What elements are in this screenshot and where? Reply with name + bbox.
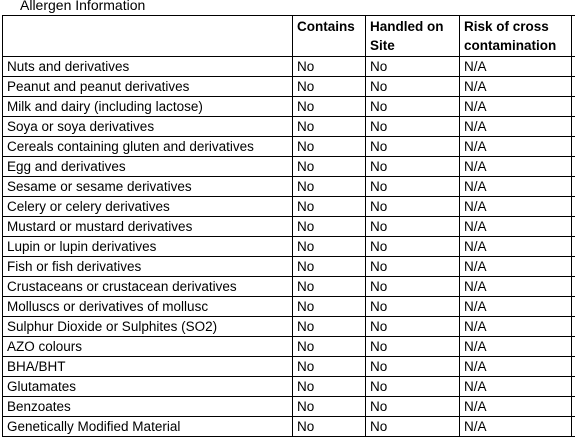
table-row: [3, 157, 575, 177]
risk-cell: N/A: [460, 237, 572, 257]
risk-cell: N/A: [460, 197, 572, 217]
allergen-name-cell: Crustaceans or crustacean derivatives: [3, 277, 293, 297]
handled-on-site-cell: No: [366, 337, 460, 357]
contains-cell: No: [293, 177, 366, 197]
handled-on-site-cell: No: [366, 317, 460, 337]
table-row: [3, 57, 575, 77]
handled-on-site-cell: No: [366, 297, 460, 317]
header-handled-on-site: Handled on Site: [366, 16, 460, 57]
allergen-name-cell: Fish or fish derivatives: [3, 257, 293, 277]
risk-cell: N/A: [460, 97, 572, 117]
allergen-name-cell: Sulphur Dioxide or Sulphites (SO2): [3, 317, 293, 337]
risk-cell: N/A: [460, 277, 572, 297]
allergen-name-cell: BHA/BHT: [3, 357, 293, 377]
contains-cell: No: [293, 317, 366, 337]
table-row: [3, 417, 575, 437]
handled-on-site-cell: No: [366, 197, 460, 217]
allergen-name-cell: AZO colours: [3, 337, 293, 357]
risk-cell: N/A: [460, 257, 572, 277]
table-row: [3, 97, 575, 117]
allergen-name-cell: Glutamates: [3, 377, 293, 397]
handled-on-site-cell: No: [366, 177, 460, 197]
handled-on-site-cell: No: [366, 137, 460, 157]
handled-on-site-cell: No: [366, 237, 460, 257]
allergen-name-cell: Molluscs or derivatives of mollusc: [3, 297, 293, 317]
handled-on-site-cell: No: [366, 157, 460, 177]
allergen-name-cell: Peanut and peanut derivatives: [3, 77, 293, 97]
allergen-name-cell: Cereals containing gluten and derivatives: [3, 137, 293, 157]
table-header-row: [3, 16, 575, 57]
table-row: [3, 237, 575, 257]
extra-column-cell: [572, 137, 575, 157]
table-row: [3, 177, 575, 197]
extra-column-cell: [572, 77, 575, 97]
table-row: [3, 137, 575, 157]
risk-cell: N/A: [460, 117, 572, 137]
risk-cell: N/A: [460, 177, 572, 197]
table-row: [3, 257, 575, 277]
allergen-name-cell: Sesame or sesame derivatives: [3, 177, 293, 197]
extra-column-cell: [572, 217, 575, 237]
contains-cell: No: [293, 57, 366, 77]
risk-cell: N/A: [460, 217, 572, 237]
handled-on-site-cell: No: [366, 57, 460, 77]
extra-column-cell: [572, 357, 575, 377]
handled-on-site-cell: No: [366, 357, 460, 377]
extra-column-cell: [572, 57, 575, 77]
extra-column-cell: [572, 237, 575, 257]
extra-column-cell: [572, 297, 575, 317]
contains-cell: No: [293, 357, 366, 377]
handled-on-site-cell: No: [366, 417, 460, 437]
handled-on-site-cell: No: [366, 77, 460, 97]
contains-cell: No: [293, 97, 366, 117]
contains-cell: No: [293, 397, 366, 417]
table-row: [3, 77, 575, 97]
contains-cell: No: [293, 257, 366, 277]
allergen-name-cell: Lupin or lupin derivatives: [3, 237, 293, 257]
extra-column-cell: [572, 317, 575, 337]
extra-column-cell: [572, 117, 575, 137]
risk-cell: N/A: [460, 337, 572, 357]
table-row: [3, 397, 575, 417]
allergen-name-cell: Milk and dairy (including lactose): [3, 97, 293, 117]
table-row: [3, 317, 575, 337]
handled-on-site-cell: No: [366, 97, 460, 117]
extra-column-cell: [572, 337, 575, 357]
contains-cell: No: [293, 417, 366, 437]
table-row: [3, 377, 575, 397]
contains-cell: No: [293, 137, 366, 157]
extra-column-cell: [572, 377, 575, 397]
allergen-name-cell: Egg and derivatives: [3, 157, 293, 177]
header-contains: Contains: [293, 16, 366, 57]
allergen-name-cell: Mustard or mustard derivatives: [3, 217, 293, 237]
allergen-name-cell: Celery or celery derivatives: [3, 197, 293, 217]
table-row: [3, 297, 575, 317]
allergen-name-cell: Nuts and derivatives: [3, 57, 293, 77]
page-title: Allergen Information: [20, 0, 146, 13]
handled-on-site-cell: No: [366, 397, 460, 417]
contains-cell: No: [293, 337, 366, 357]
allergen-name-cell: Genetically Modified Material: [3, 417, 293, 437]
risk-cell: N/A: [460, 157, 572, 177]
handled-on-site-cell: No: [366, 117, 460, 137]
header-risk-of-cross-contamination: Risk of cross contamination: [460, 16, 572, 57]
contains-cell: No: [293, 197, 366, 217]
contains-cell: No: [293, 377, 366, 397]
contains-cell: No: [293, 77, 366, 97]
table-row: [3, 357, 575, 377]
header-allergen: [3, 16, 293, 57]
risk-cell: N/A: [460, 317, 572, 337]
extra-column-cell: [572, 257, 575, 277]
handled-on-site-cell: No: [366, 377, 460, 397]
risk-cell: N/A: [460, 377, 572, 397]
extra-column-cell: [572, 197, 575, 217]
table-row: [3, 117, 575, 137]
extra-column-cell: [572, 177, 575, 197]
table-row: [3, 277, 575, 297]
extra-column-cell: [572, 397, 575, 417]
allergen-name-cell: Soya or soya derivatives: [3, 117, 293, 137]
extra-column-cell: [572, 277, 575, 297]
risk-cell: N/A: [460, 357, 572, 377]
allergen-table: [2, 15, 575, 437]
contains-cell: No: [293, 277, 366, 297]
risk-cell: N/A: [460, 77, 572, 97]
contains-cell: No: [293, 217, 366, 237]
extra-column-cell: [572, 157, 575, 177]
header-extra-column: [572, 16, 575, 57]
risk-cell: N/A: [460, 397, 572, 417]
contains-cell: No: [293, 117, 366, 137]
handled-on-site-cell: No: [366, 277, 460, 297]
table-row: [3, 217, 575, 237]
extra-column-cell: [572, 417, 575, 437]
table-row: [3, 197, 575, 217]
extra-column-cell: [572, 97, 575, 117]
risk-cell: N/A: [460, 417, 572, 437]
table-row: [3, 337, 575, 357]
risk-cell: N/A: [460, 297, 572, 317]
contains-cell: No: [293, 297, 366, 317]
risk-cell: N/A: [460, 57, 572, 77]
handled-on-site-cell: No: [366, 217, 460, 237]
contains-cell: No: [293, 237, 366, 257]
allergen-name-cell: Benzoates: [3, 397, 293, 417]
risk-cell: N/A: [460, 137, 572, 157]
contains-cell: No: [293, 157, 366, 177]
handled-on-site-cell: No: [366, 257, 460, 277]
